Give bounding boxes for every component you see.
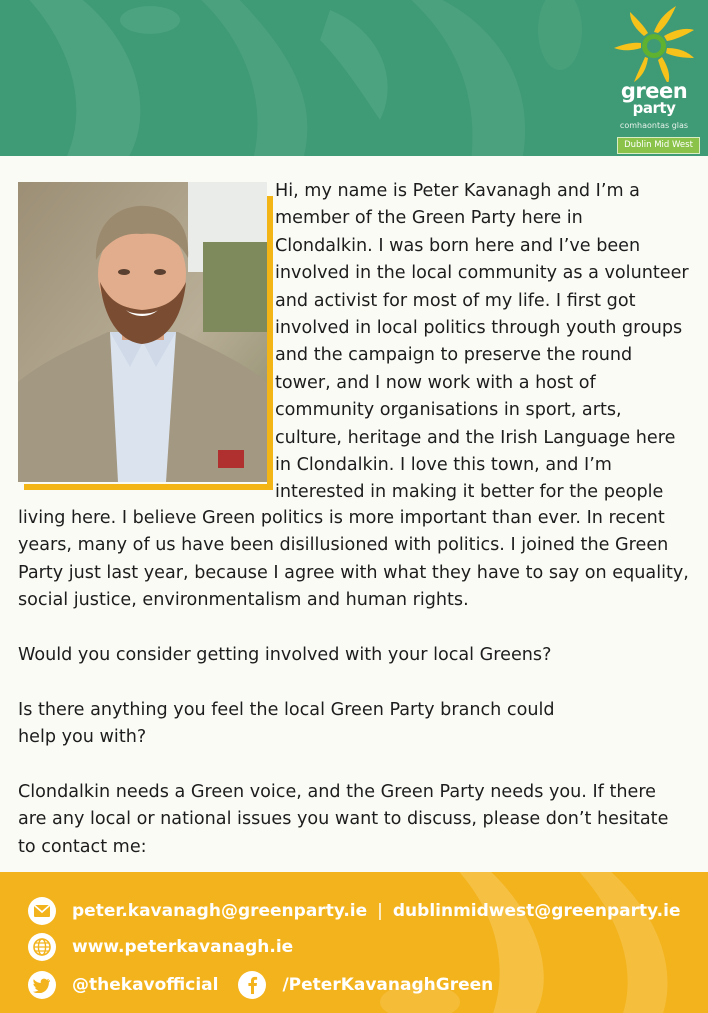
intro-line: Clondalkin. I was born here and I’ve been [275, 235, 641, 256]
photo-accent-bar-bottom [24, 484, 273, 490]
intro-line: culture, heritage and the Irish Language here [275, 427, 676, 448]
logo-word-party: party [632, 99, 676, 117]
body-text [18, 505, 689, 861]
intro-line: member of the Green Party here in [275, 208, 583, 229]
twitter-icon [28, 971, 56, 999]
contact-footer [0, 872, 708, 1013]
email-separator: | [377, 901, 383, 921]
intro-paragraph [275, 178, 689, 507]
globe-icon [28, 933, 56, 961]
question-help-line: Is there anything you feel the local Green Party branch could [18, 699, 555, 720]
candidate-photo-frame [18, 182, 268, 490]
intro-line: in Clondalkin. I love this town, and I’m [275, 455, 612, 476]
header-decoration [0, 0, 708, 156]
candidate-photo [18, 182, 267, 482]
logo-tagline: comhaontas glas [619, 121, 689, 130]
intro-line: Hi, my name is Peter Kavanagh and I’m a [275, 181, 640, 201]
photo-accent-bar-right [267, 196, 273, 490]
website-link[interactable]: www.peterkavanagh.ie [72, 937, 294, 957]
body-line: living here. I believe Green politics is more important than ever. In recent [18, 508, 665, 528]
constituency-badge: Dublin Mid West [617, 137, 700, 154]
intro-line: tower, and I now work with a host of [275, 372, 596, 393]
twitter-handle-link[interactable]: @thekavofficial [72, 975, 219, 995]
intro-line: involved in the local community as a volunteer [275, 263, 689, 284]
branch-email-link[interactable]: dublinmidwest@greenparty.ie [392, 901, 681, 921]
facebook-page-link[interactable]: /PeterKavanaghGreen [282, 975, 494, 995]
personal-email-link[interactable]: peter.kavanagh@greenparty.ie [72, 901, 368, 921]
intro-line: and activist for most of my life. I first got [275, 290, 636, 311]
body-line: social justice, environmentalism and human rights. [18, 590, 469, 611]
body-line: Party just last year, because I agree with what they have to say on equality, [18, 562, 689, 583]
intro-line: involved in local politics through youth groups [275, 318, 683, 339]
closing-line: to contact me: [18, 836, 147, 857]
email-icon [28, 897, 56, 925]
intro-line: community organisations in sport, arts, [275, 400, 622, 421]
body-line: years, many of us have been disillusioned with politics. I joined the Green [18, 535, 669, 556]
facebook-icon [238, 971, 266, 999]
green-party-logo [608, 2, 700, 154]
sunflower-emblem-icon [608, 2, 700, 82]
closing-line: are any local or national issues you want to discuss, please don’t hesitate [18, 809, 669, 830]
intro-line: interested in making it better for the people [275, 482, 664, 503]
contact-social-row [28, 970, 493, 1000]
intro-line: and the campaign to preserve the round [275, 345, 633, 366]
contact-email-row [28, 896, 680, 926]
contact-website-row [28, 932, 293, 962]
question-involvement: Would you consider getting involved with your local Greens? [18, 645, 552, 666]
logo-wordmark [608, 79, 700, 117]
closing-line: Clondalkin needs a Green voice, and the Green Party needs you. If there [18, 782, 656, 803]
logo-word-green: green [620, 79, 688, 103]
header-banner [0, 0, 708, 156]
question-help-line: help you with? [18, 727, 147, 748]
